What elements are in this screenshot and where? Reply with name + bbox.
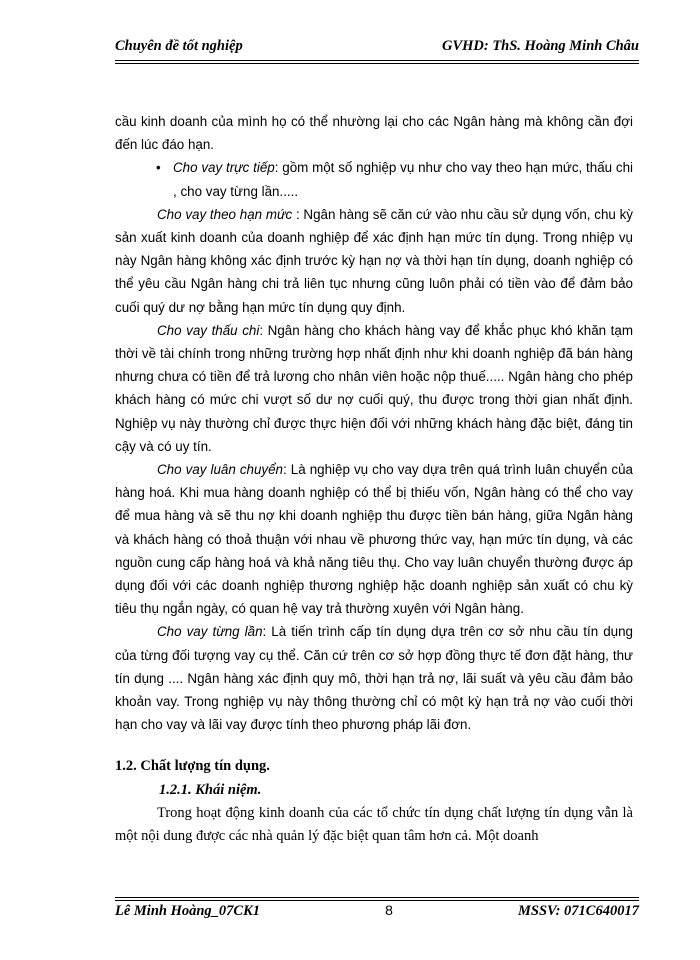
header-advisor: GVHD: ThS. Hoàng Minh Châu	[441, 38, 639, 54]
bullet-direct-loan	[115, 156, 633, 202]
footer-divider	[115, 897, 639, 901]
page-header	[115, 38, 639, 55]
page-number: 8	[385, 902, 393, 918]
text-revolving: : Là nghiệp vụ cho vay dựa trên quá trình luân chuyển của hàng hoá. Khi mua hàng doanh nghiệp có thể bị thiếu vốn, Ngân hàng có thể cho vay để mua hàng và sẽ thu nợ khi doanh nghiệp thu được tiền bán hàng, giữa Ngân hàng và khách hàng có thoả thuận với nhau về phương thức vay, hạn mức tín dụng, và các nguồn cung cấp hàng hoá và khả năng tiêu thụ. Cho vay luân chuyển thường được áp dụng đối với các doanh nghiệp thương nghiệp hặc doanh nghiệp sản xuất có chu kỳ tiêu thụ ngắn ngày, có quan hệ vay trả thường xuyên với Ngân hàng.	[115, 462, 633, 617]
text-overdraft: : Ngân hàng cho khách hàng vay để khắc phục khó khăn tạm thời về tài chính trong những trường hợp nhất định như khi doanh nghiệp đã bán hàng nhưng chưa có tiền để trả lương cho nhân viên hoặc nộp thuế..... Ngân hàng cho phép khách hàng có mức chi vượt số dư nợ cuối quý, thu được trong thời gian nhất định. Nghiệp vụ này thường chỉ được thực hiện đối với những khách hàng đặc biệt, đáng tin cậy và có uy tín.	[115, 322, 633, 454]
paragraph-concept: Trong hoạt động kinh doanh của các tổ chức tín dụng chất lượng tín dụng vẫn là một nội dung được các nhà quản lý đặc biệt quan tâm hơn cả. Một doanh	[115, 804, 633, 845]
page-body	[115, 110, 633, 848]
term-credit-limit: Cho vay theo hạn mức	[157, 206, 293, 222]
paragraph-per-loan	[115, 620, 633, 736]
bullet-text: : gồm một số nghiệp vụ như cho vay theo hạn mức, thấu chi , cho vay từng lần.....	[173, 160, 634, 199]
paragraph-intro: cầu kinh doanh của mình họ có thể nhường lại cho các Ngân hàng mà không cần đợi đến lúc đáo hạn.	[115, 114, 633, 153]
subsection-heading: 1.2.1. Khái niệm.	[159, 781, 262, 798]
page-footer	[115, 902, 639, 920]
header-title: Chuyên đề tốt nghiệp	[115, 38, 243, 54]
term-per-loan: Cho vay từng lần	[157, 624, 263, 640]
footer-author: Lê Minh Hoàng_07CK1	[115, 903, 261, 919]
term-overdraft: Cho vay thấu chi	[157, 322, 260, 338]
bullet-term: Cho vay trực tiếp	[173, 160, 275, 176]
section-heading: 1.2. Chất lượng tín dụng.	[115, 758, 270, 775]
bullet-icon: •	[156, 160, 161, 176]
paragraph-revolving	[115, 458, 633, 620]
term-revolving: Cho vay luân chuyển	[157, 462, 284, 478]
header-divider	[115, 60, 639, 64]
paragraph-credit-limit	[115, 203, 633, 319]
footer-student-id: MSSV: 071C640017	[517, 903, 639, 919]
text-credit-limit: : Ngân hàng sẽ căn cứ vào nhu cầu sử dụng vốn, chu kỳ sản xuất kinh doanh của doanh nghiệp để xác định hạn mức tín dụng. Trong nhiệp vụ này Ngân hàng không xác định trước kỳ hạn nợ và thời hạn tín dụng, doanh nghiệp có thể yêu cầu Ngân hàng chi trả liên tục nhưng cũng luôn phải có tiền vào để đảm bảo cuối quý dư nợ bằng hạn mức tín dụng quy định.	[115, 206, 633, 315]
paragraph-overdraft	[115, 319, 633, 458]
text-per-loan: : Là tiến trình cấp tín dụng dựa trên cơ sở nhu cầu tín dụng của từng đối tượng vay cụ thể. Căn cứ trên cơ sở hợp đồng thực tế đơn đặt hàng, thư tín dụng .... Ngân hàng xác định quy mô, thời hạn trả nợ, lãi suất và yêu cầu đảm bảo khoản vay. Trong nghiệp vụ này thông thường chỉ có một kỳ hạn trả nợ vào cuối thời hạn cho vay và lãi vay được tính theo phương pháp lãi đơn.	[115, 624, 633, 733]
